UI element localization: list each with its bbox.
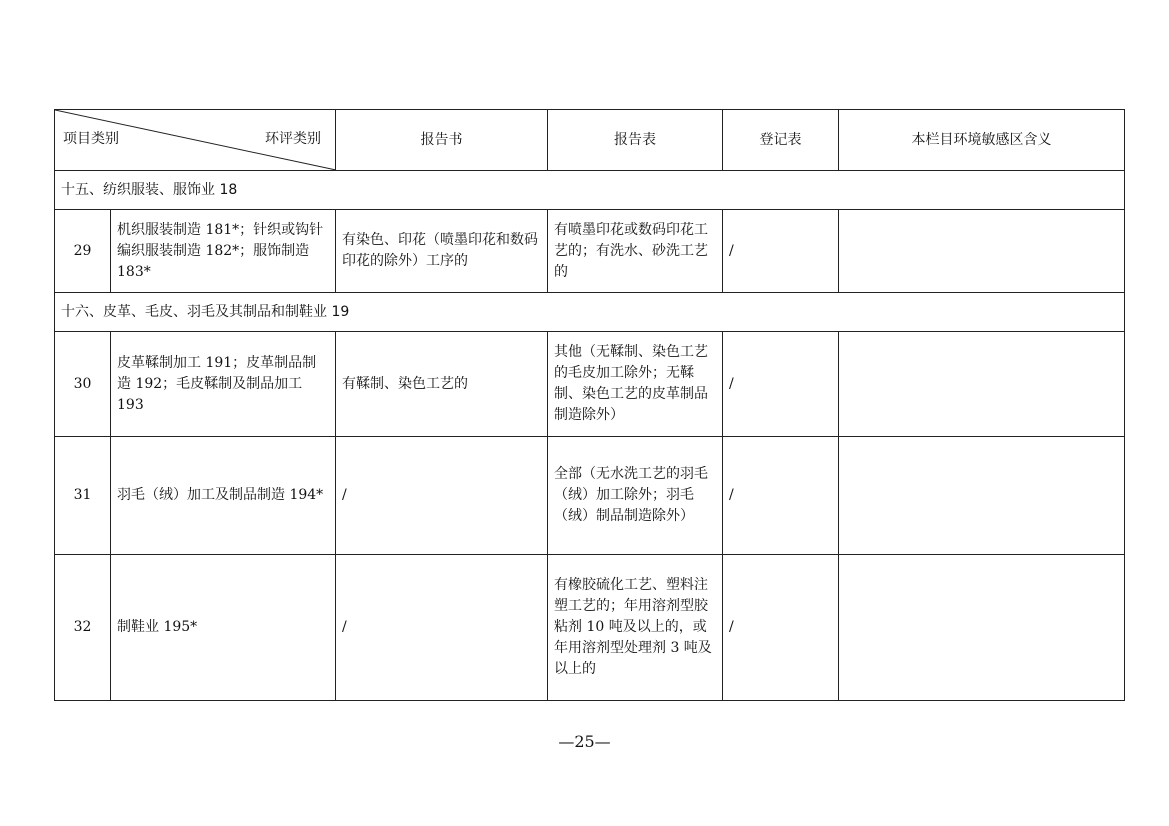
row-registration: / — [723, 332, 839, 437]
row-sensitive — [839, 555, 1125, 701]
row-number: 30 — [55, 332, 111, 437]
row-project: 机织服装制造 181*；针织或钩针编织服装制造 182*；服饰制造 183* — [111, 210, 336, 293]
eia-classification-table — [54, 109, 1125, 701]
row-report-book: 有染色、印花（喷墨印花和数码印花的除外）工序的 — [336, 210, 548, 293]
section-title: 十六、皮革、毛皮、羽毛及其制品和制鞋业 19 — [55, 293, 1125, 332]
row-report-form: 有橡胶硫化工艺、塑料注塑工艺的；年用溶剂型胶粘剂 10 吨及以上的，或年用溶剂型处理剂 3 吨及以上的 — [548, 555, 723, 701]
header-eia-category: 环评类别 — [265, 131, 321, 147]
header-sensitive-area: 本栏目环境敏感区含义 — [839, 110, 1125, 171]
row-sensitive — [839, 437, 1125, 555]
row-project: 羽毛（绒）加工及制品制造 194* — [111, 437, 336, 555]
header-report-book: 报告书 — [336, 110, 548, 171]
row-project: 制鞋业 195* — [111, 555, 336, 701]
row-number: 29 — [55, 210, 111, 293]
row-project: 皮革鞣制加工 191；皮革制品制造 192；毛皮鞣制及制品加工 193 — [111, 332, 336, 437]
section-row — [55, 293, 1125, 332]
row-registration: / — [723, 210, 839, 293]
section-row — [55, 171, 1125, 210]
table-row — [55, 555, 1125, 701]
row-sensitive — [839, 210, 1125, 293]
row-number: 32 — [55, 555, 111, 701]
page-number: —25— — [558, 732, 611, 751]
row-report-form: 全部（无水洗工艺的羽毛（绒）加工除外；羽毛（绒）制品制造除外） — [548, 437, 723, 555]
header-diagonal-cell — [55, 110, 336, 171]
row-registration: / — [723, 555, 839, 701]
header-report-form: 报告表 — [548, 110, 723, 171]
row-sensitive — [839, 332, 1125, 437]
table-row — [55, 332, 1125, 437]
table-row — [55, 210, 1125, 293]
table-row — [55, 437, 1125, 555]
row-report-book: 有鞣制、染色工艺的 — [336, 332, 548, 437]
row-report-form: 其他（无鞣制、染色工艺的毛皮加工除外；无鞣制、染色工艺的皮革制品制造除外） — [548, 332, 723, 437]
row-report-book: / — [336, 437, 548, 555]
row-report-book: / — [336, 555, 548, 701]
table-header-row — [55, 110, 1125, 171]
row-report-form: 有喷墨印花或数码印花工艺的；有洗水、砂洗工艺的 — [548, 210, 723, 293]
row-registration: / — [723, 437, 839, 555]
header-project-category: 项目类别 — [63, 131, 119, 147]
section-title: 十五、纺织服装、服饰业 18 — [55, 171, 1125, 210]
row-number: 31 — [55, 437, 111, 555]
header-registration-form: 登记表 — [723, 110, 839, 171]
